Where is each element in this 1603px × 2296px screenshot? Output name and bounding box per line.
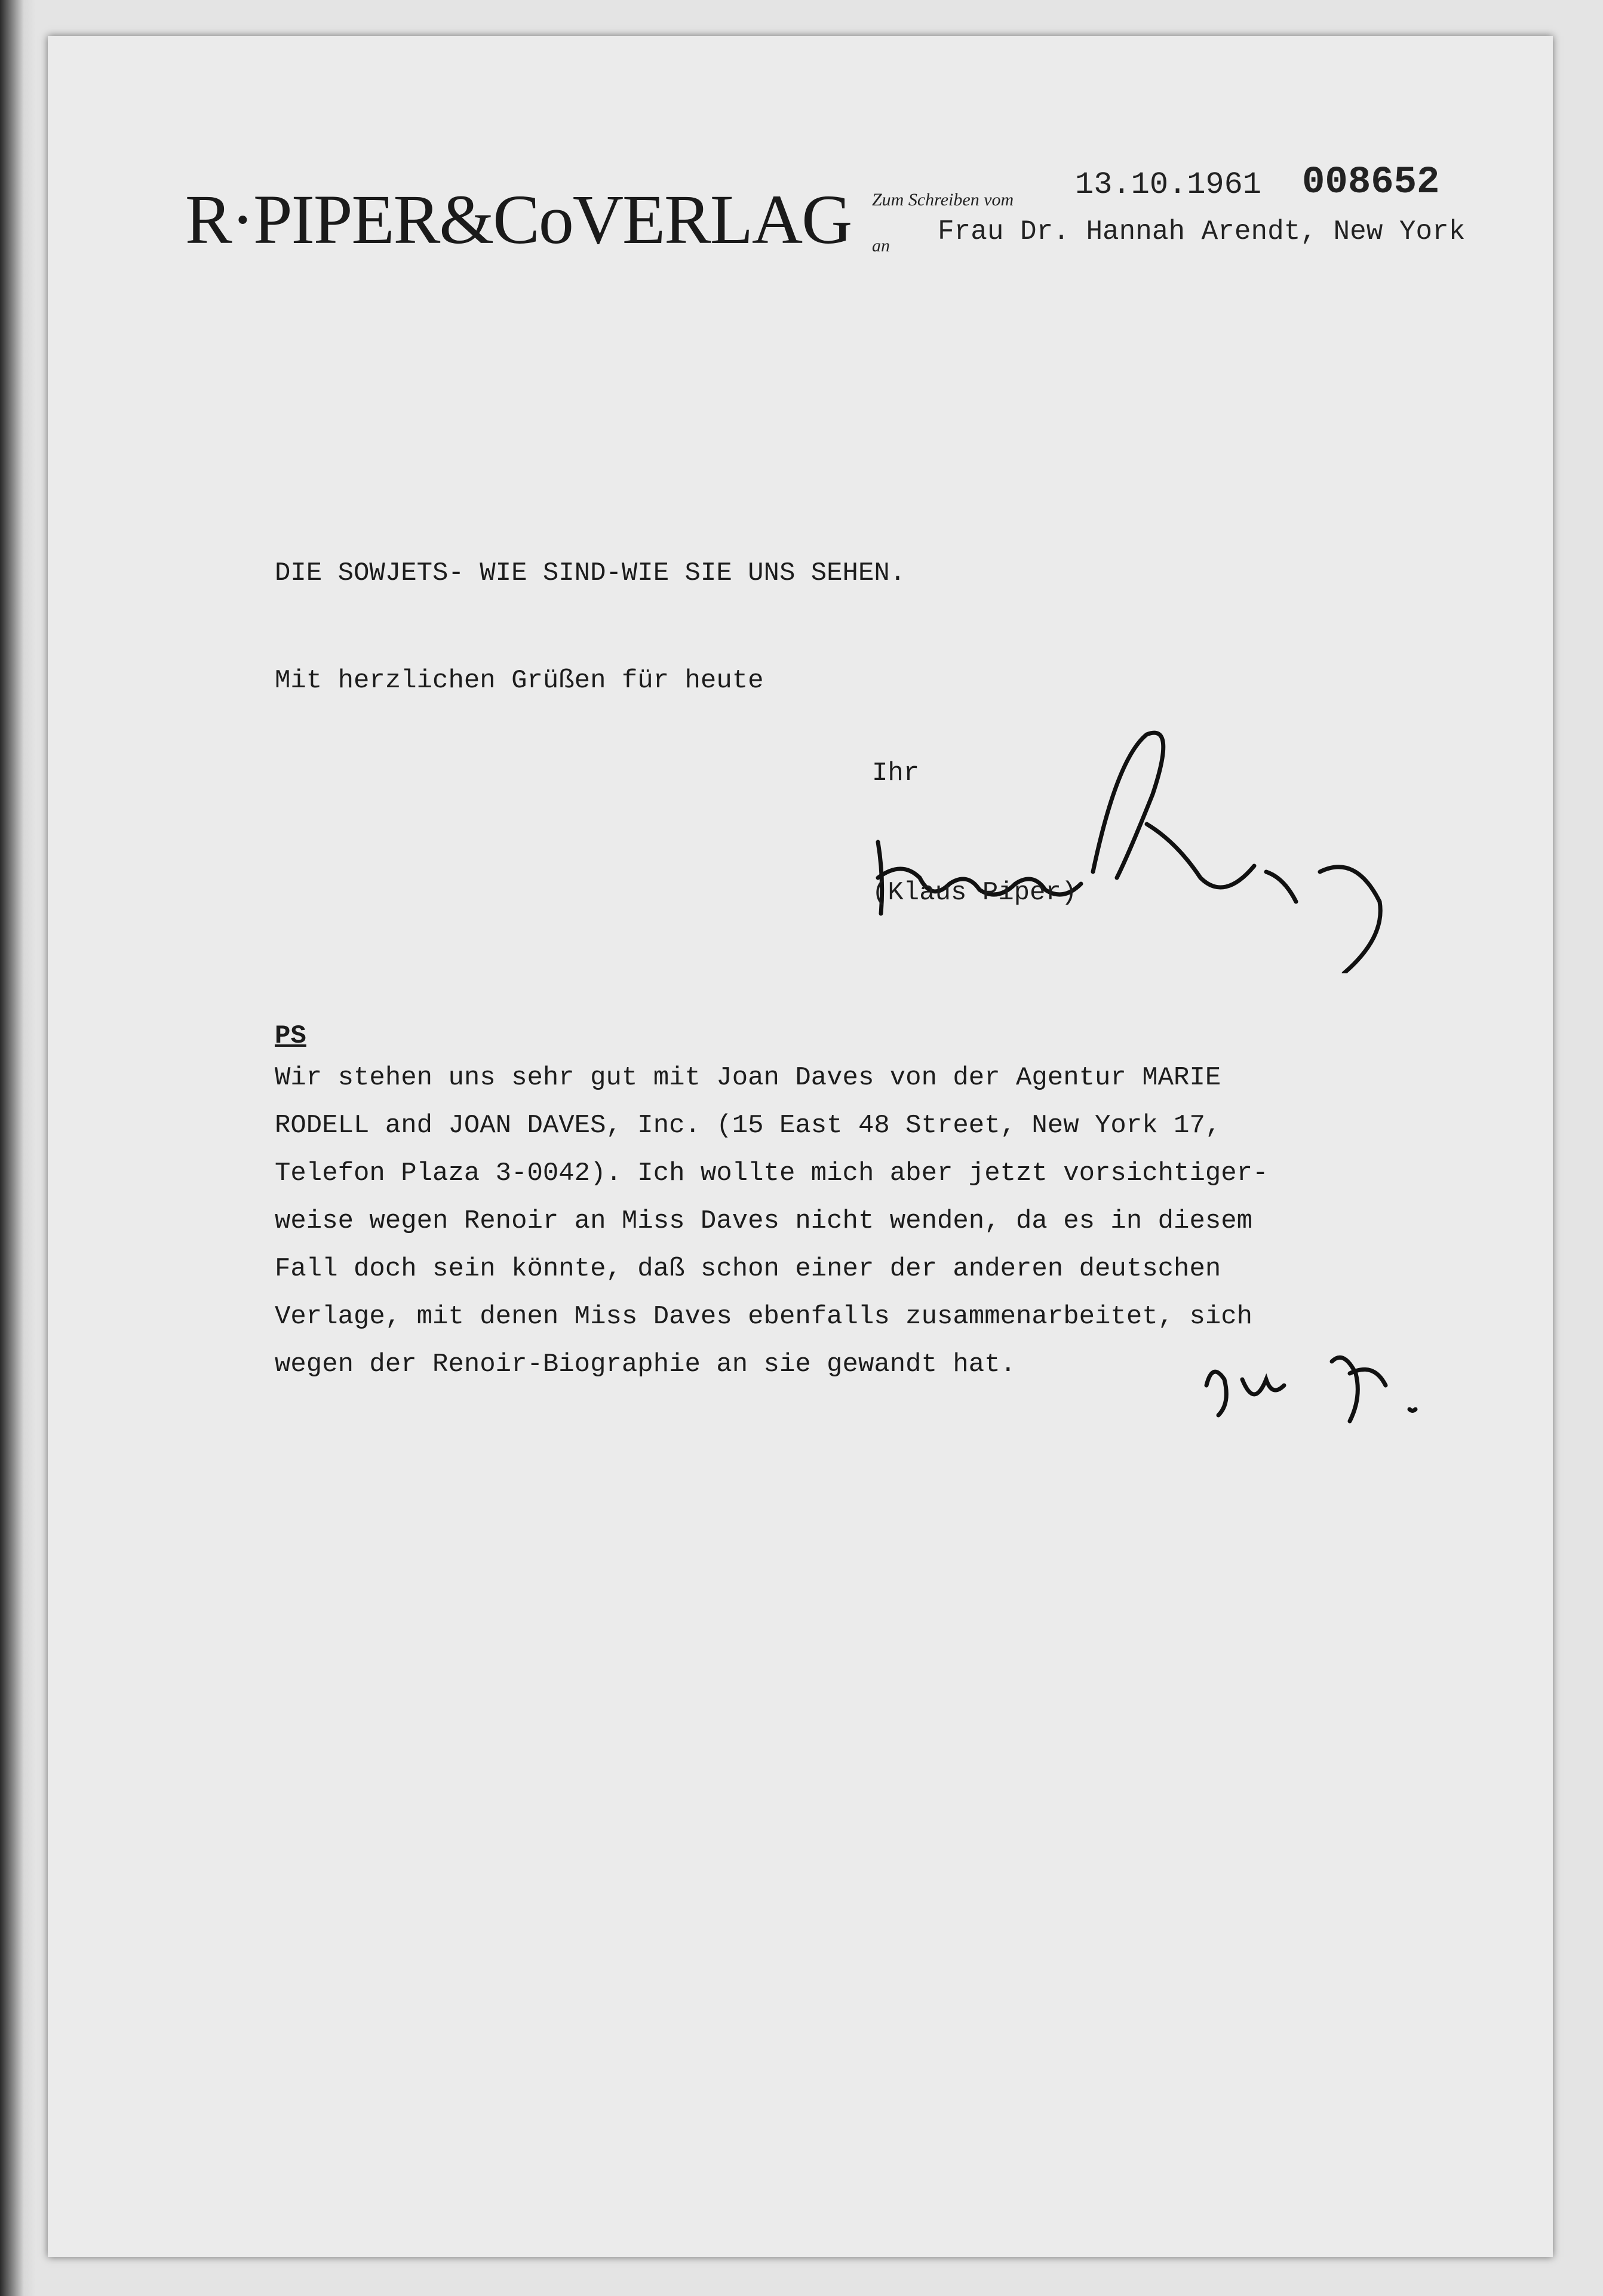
- letter-date: 13.10.1961: [1075, 167, 1262, 202]
- subject-line: DIE SOWJETS- WIE SIND-WIE SIE UNS SEHEN.: [275, 558, 906, 588]
- document-number: 008652: [1302, 161, 1440, 204]
- initials-signature: [1194, 1338, 1445, 1433]
- signer-name: (Klaus Piper): [872, 878, 1077, 908]
- ps-line: Telefon Plaza 3-0042). Ich wollte mich aber jetzt vorsichtiger-: [275, 1158, 1269, 1188]
- letter-sheet: [48, 36, 1553, 2257]
- handwritten-signature: [866, 723, 1404, 973]
- publisher-logo: R·PIPER&CoVERLAG: [185, 180, 852, 259]
- ps-line: Verlage, mit denen Miss Daves ebenfalls zusammenarbeitet, sich: [275, 1302, 1253, 1332]
- ps-heading: PS: [275, 1021, 306, 1051]
- closing: Ihr: [872, 758, 920, 788]
- greeting: Mit herzlichen Grüßen für heute: [275, 666, 764, 696]
- zum-schreiben-label: Zum Schreiben vom: [872, 190, 1014, 210]
- an-label: an: [872, 236, 890, 256]
- ps-line: Wir stehen uns sehr gut mit Joan Daves von der Agentur MARIE: [275, 1063, 1221, 1093]
- recipient: Frau Dr. Hannah Arendt, New York: [938, 216, 1466, 247]
- ps-line: weise wegen Renoir an Miss Daves nicht wenden, da es in diesem: [275, 1206, 1253, 1236]
- ps-line: wegen der Renoir-Biographie an sie gewandt hat.: [275, 1350, 1017, 1379]
- ps-line: RODELL and JOAN DAVES, Inc. (15 East 48 Street, New York 17,: [275, 1111, 1221, 1141]
- ps-line: Fall doch sein könnte, daß schon einer der anderen deutschen: [275, 1254, 1221, 1284]
